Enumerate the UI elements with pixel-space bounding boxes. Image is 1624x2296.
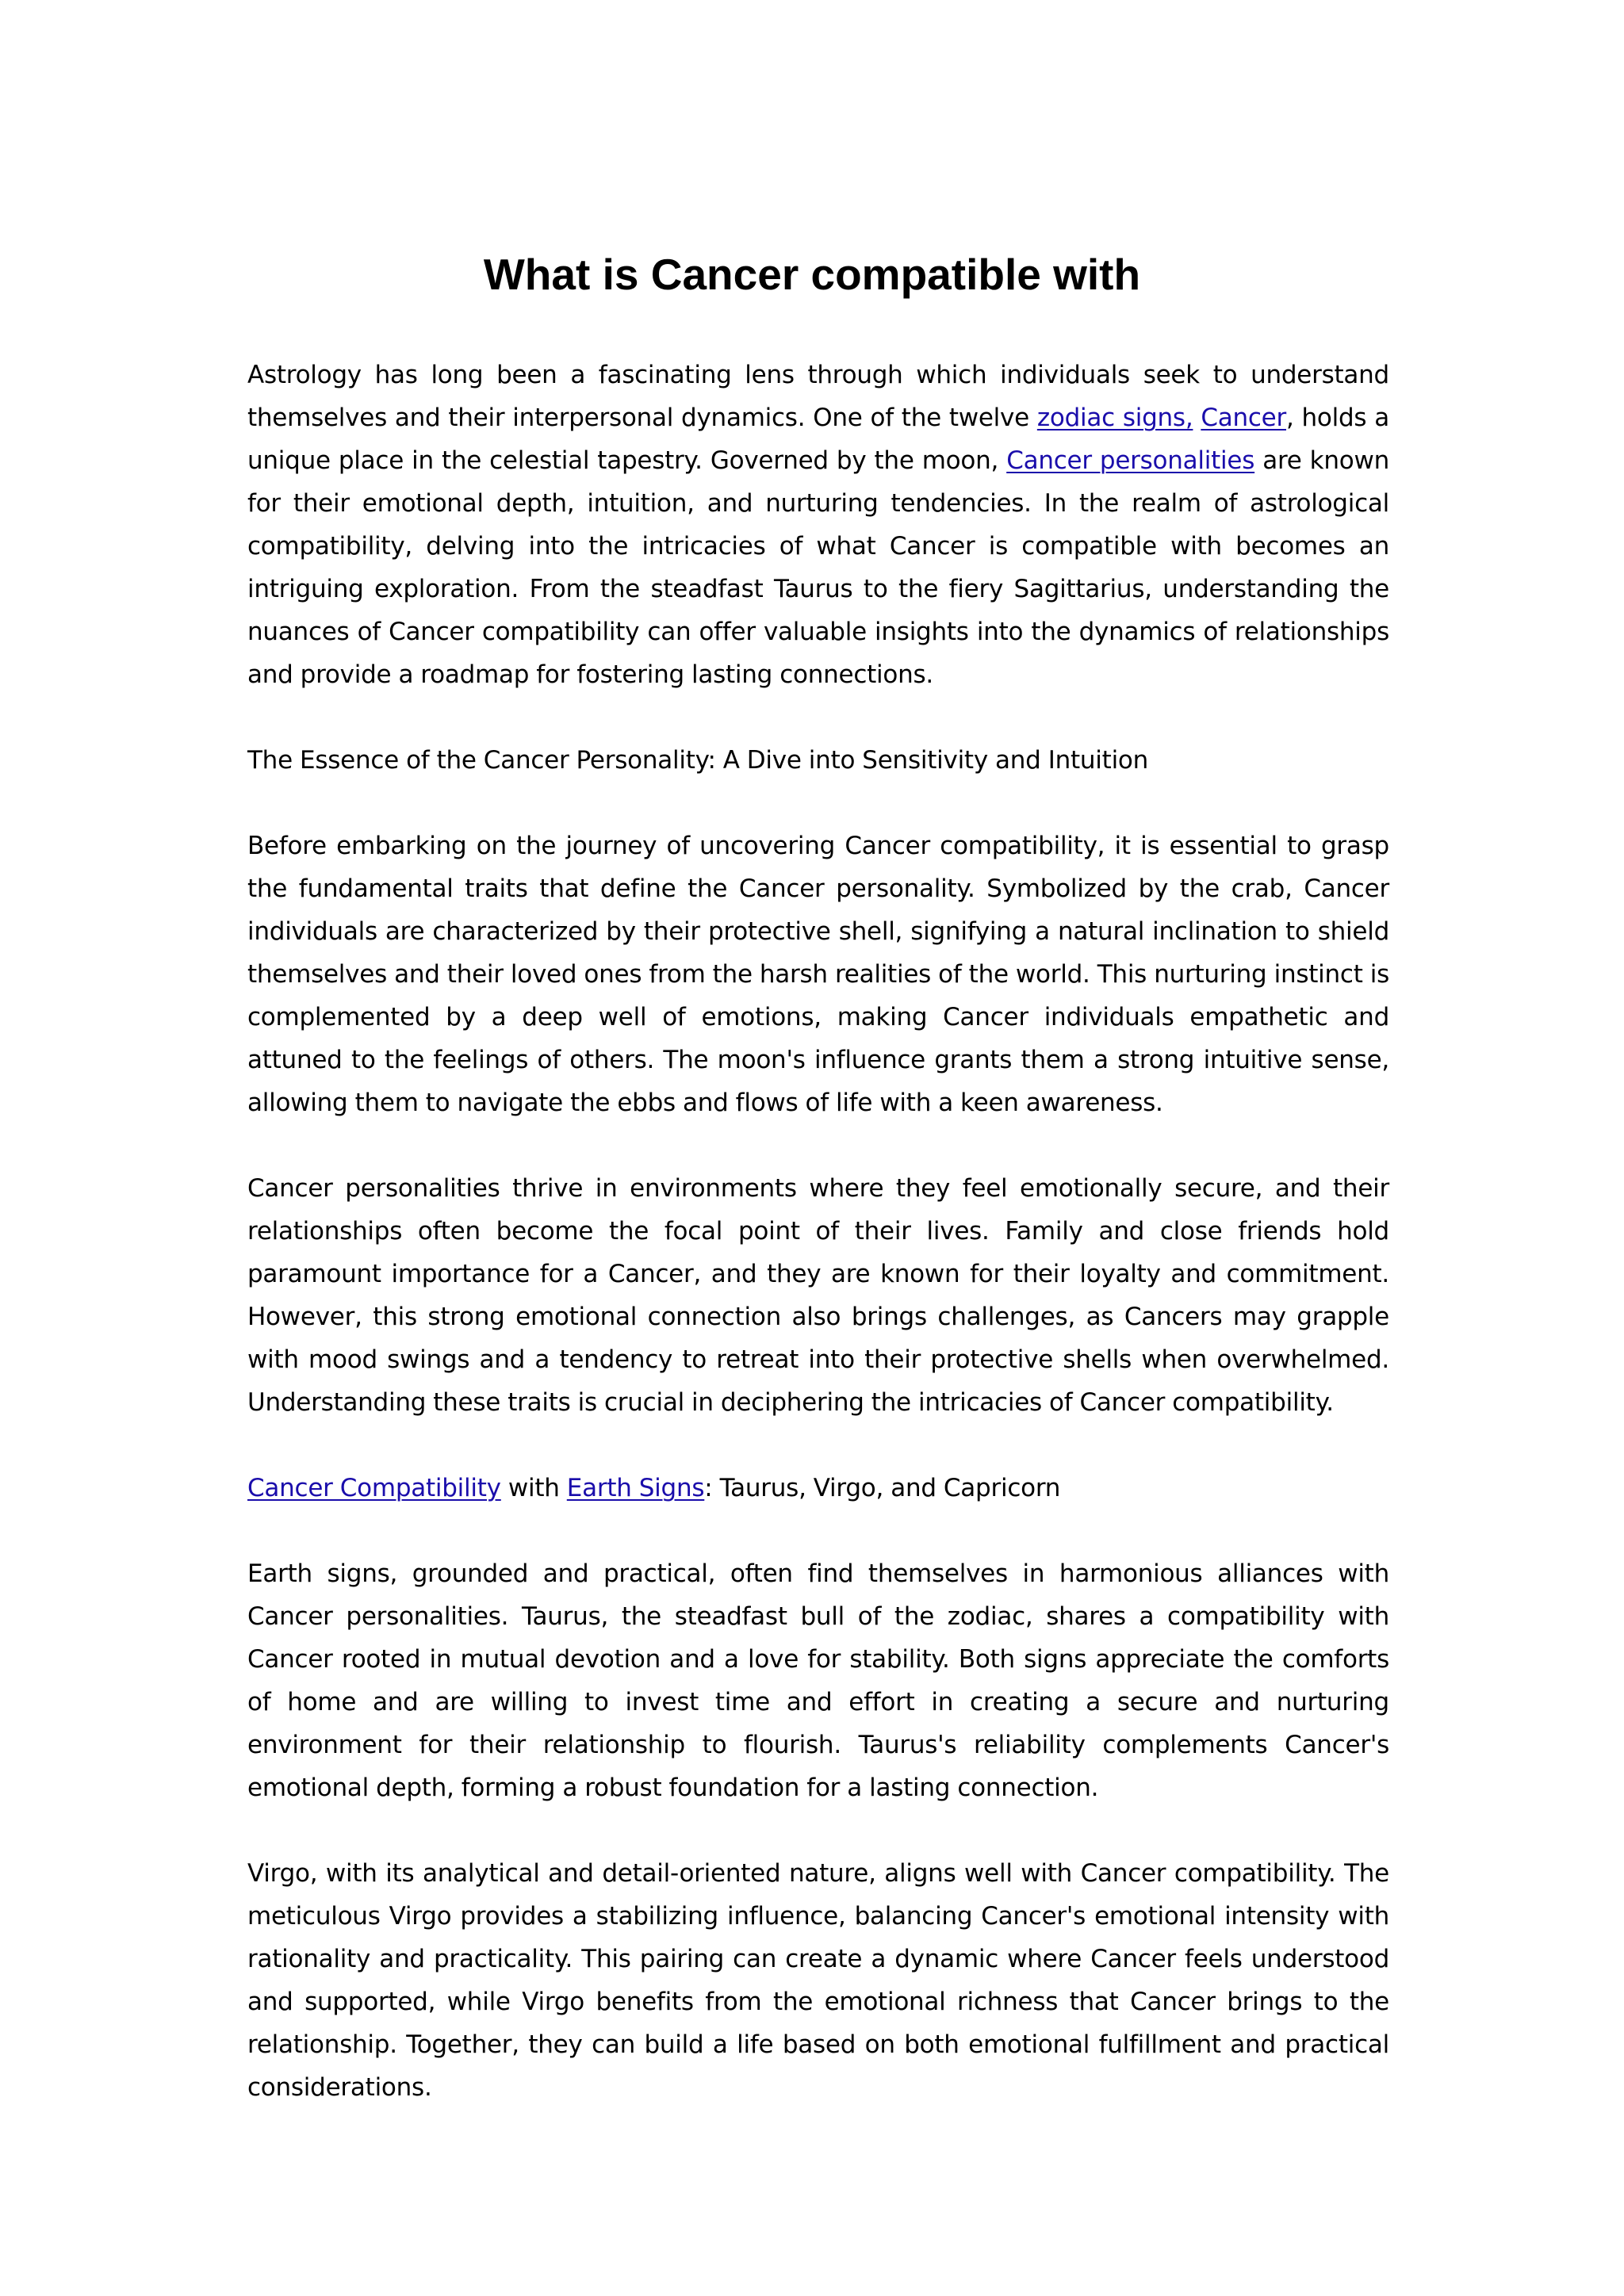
- essence-paragraph-2: Cancer personalities thrive in environments where they feel emotionally secure, and their relationships often become the focal point of their lives. Family and close friends hold paramount importance for a Cancer, and they are known for their loyalty and commitment. However, this strong emotional connection also brings challenges, as Cancers may grapple with mood swings and a tendency to retreat into their protective shells when overwhelmed. Understanding these traits is crucial in deciphering the intricacies of Cancer compatibility.: [247, 1174, 1389, 1417]
- zodiac-signs-link[interactable]: zodiac signs,: [1036, 404, 1193, 432]
- cancer-personalities-link[interactable]: Cancer personalities: [1006, 446, 1255, 475]
- earth-paragraph-2: Virgo, with its analytical and detail-oriented nature, aligns well with Cancer compatibility. The meticulous Virgo provides a stabilizing influence, balancing Cancer's emotional intensity with rationality and practicality. This pairing can create a dynamic where Cancer feels understood and supported, while Virgo benefits from the emotional richness that Cancer brings to the relationship. Together, they can build a life based on both emotional fulfillment and practical considerations.: [247, 1859, 1389, 2102]
- intro-paragraph: [247, 354, 1389, 696]
- cancer-compatibility-link[interactable]: Cancer Compatibility: [247, 1474, 501, 1502]
- earth-heading-text-2: : Taurus, Virgo, and Capricorn: [704, 1474, 1061, 1502]
- earth-paragraph-1: Earth signs, grounded and practical, often find themselves in harmonious alliances with Cancer personalities. Taurus, the steadfast bull of the zodiac, shares a compatibility with Cancer rooted in mutual devotion and a love for stability. Both signs appreciate the comforts of home and are willing to invest time and effort in creating a secure and nurturing environment for their relationship to flourish. Taurus's reliability complements Cancer's emotional depth, forming a robust foundation for a lasting connection.: [247, 1559, 1389, 1802]
- document-title: What is Cancer compatible with: [483, 250, 1141, 299]
- intro-text-1: Astrology has long been a fascinating lens through which individuals seek to understand themselves and their interpersonal dynamics. One of the twelve: [247, 361, 1389, 432]
- essence-heading: The Essence of the Cancer Personality: A Dive into Sensitivity and Intuition: [247, 746, 1149, 775]
- earth-signs-heading: [247, 1467, 1389, 1510]
- earth-signs-link[interactable]: Earth Signs: [566, 1474, 705, 1502]
- earth-heading-text-1: with: [500, 1474, 567, 1502]
- intro-text-4: are known for their emotional depth, intuition, and nurturing tendencies. In the realm of astrological compatibility, delving into the intricacies of what Cancer is compatible with becomes an intriguing exploration. From the steadfast Taurus to the fiery Sagittarius, understanding the nuances of Cancer compatibility can offer valuable insights into the dynamics of relationships and provide a roadmap for fostering lasting connections.: [247, 446, 1389, 689]
- intro-text-2: [1193, 404, 1201, 432]
- essence-paragraph-1: Before embarking on the journey of uncovering Cancer compatibility, it is essential to grasp the fundamental traits that define the Cancer personality. Symbolized by the crab, Cancer individuals are characterized by their protective shell, signifying a natural inclination to shield themselves and their loved ones from the harsh realities of the world. This nurturing instinct is complemented by a deep well of emotions, making Cancer individuals empathetic and attuned to the feelings of others. The moon's influence grants them a strong intuitive sense, allowing them to navigate the ebbs and flows of life with a keen awareness.: [247, 832, 1389, 1117]
- document-body: [247, 354, 1389, 2152]
- cancer-link[interactable]: Cancer: [1201, 404, 1286, 432]
- intro-text-3: , holds a unique place in the celestial tapestry. Governed by the moon,: [247, 404, 1389, 475]
